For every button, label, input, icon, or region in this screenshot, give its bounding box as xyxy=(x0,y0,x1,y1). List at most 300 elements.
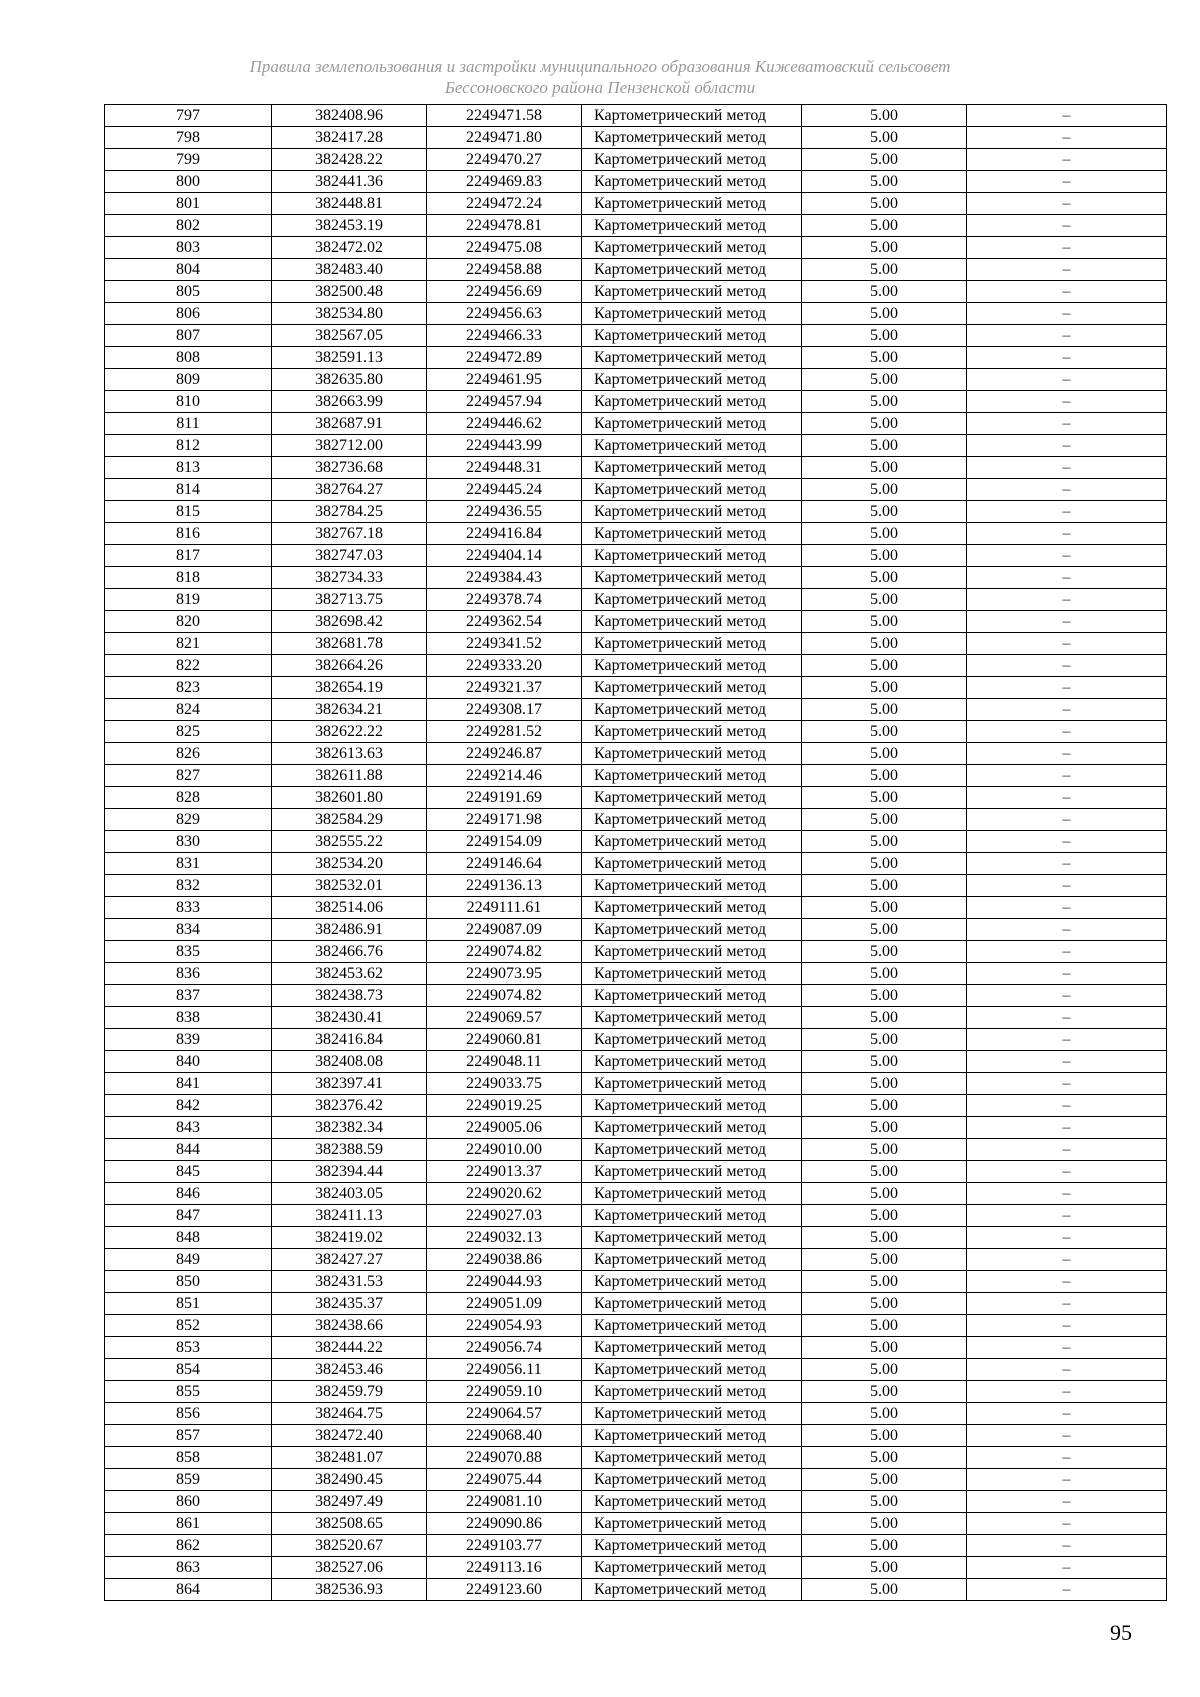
method-cell: Картометрический метод xyxy=(582,1139,802,1161)
description-cell: – xyxy=(967,1403,1167,1425)
point-number-cell: 854 xyxy=(105,1359,272,1381)
method-cell: Картометрический метод xyxy=(582,985,802,1007)
description-cell: – xyxy=(967,391,1167,413)
accuracy-cell: 5.00 xyxy=(802,523,967,545)
point-number-cell: 842 xyxy=(105,1095,272,1117)
y-coordinate-cell: 2249073.95 xyxy=(427,963,582,985)
table-row xyxy=(105,1447,1167,1469)
point-number-cell: 862 xyxy=(105,1535,272,1557)
table-row xyxy=(105,743,1167,765)
description-cell: – xyxy=(967,1469,1167,1491)
method-cell: Картометрический метод xyxy=(582,1117,802,1139)
description-cell: – xyxy=(967,1227,1167,1249)
x-coordinate-cell: 382472.02 xyxy=(272,237,427,259)
method-cell: Картометрический метод xyxy=(582,523,802,545)
description-cell: – xyxy=(967,677,1167,699)
description-cell: – xyxy=(967,1337,1167,1359)
y-coordinate-cell: 2249471.80 xyxy=(427,127,582,149)
point-number-cell: 819 xyxy=(105,589,272,611)
point-number-cell: 799 xyxy=(105,149,272,171)
table-row xyxy=(105,193,1167,215)
accuracy-cell: 5.00 xyxy=(802,677,967,699)
y-coordinate-cell: 2249020.62 xyxy=(427,1183,582,1205)
table-row xyxy=(105,1227,1167,1249)
point-number-cell: 858 xyxy=(105,1447,272,1469)
method-cell: Картометрический метод xyxy=(582,765,802,787)
method-cell: Картометрический метод xyxy=(582,1205,802,1227)
accuracy-cell: 5.00 xyxy=(802,325,967,347)
description-cell: – xyxy=(967,523,1167,545)
accuracy-cell: 5.00 xyxy=(802,897,967,919)
point-number-cell: 812 xyxy=(105,435,272,457)
description-cell: – xyxy=(967,919,1167,941)
method-cell: Картометрический метод xyxy=(582,215,802,237)
x-coordinate-cell: 382453.62 xyxy=(272,963,427,985)
method-cell: Картометрический метод xyxy=(582,347,802,369)
method-cell: Картометрический метод xyxy=(582,875,802,897)
accuracy-cell: 5.00 xyxy=(802,1557,967,1579)
x-coordinate-cell: 382584.29 xyxy=(272,809,427,831)
accuracy-cell: 5.00 xyxy=(802,1249,967,1271)
table-row xyxy=(105,105,1167,127)
point-number-cell: 834 xyxy=(105,919,272,941)
accuracy-cell: 5.00 xyxy=(802,501,967,523)
description-cell: – xyxy=(967,1447,1167,1469)
accuracy-cell: 5.00 xyxy=(802,1381,967,1403)
method-cell: Картометрический метод xyxy=(582,105,802,127)
y-coordinate-cell: 2249416.84 xyxy=(427,523,582,545)
x-coordinate-cell: 382411.13 xyxy=(272,1205,427,1227)
x-coordinate-cell: 382403.05 xyxy=(272,1183,427,1205)
x-coordinate-cell: 382534.80 xyxy=(272,303,427,325)
point-number-cell: 864 xyxy=(105,1579,272,1601)
accuracy-cell: 5.00 xyxy=(802,281,967,303)
x-coordinate-cell: 382453.19 xyxy=(272,215,427,237)
y-coordinate-cell: 2249281.52 xyxy=(427,721,582,743)
method-cell: Картометрический метод xyxy=(582,589,802,611)
y-coordinate-cell: 2249064.57 xyxy=(427,1403,582,1425)
point-number-cell: 804 xyxy=(105,259,272,281)
point-number-cell: 826 xyxy=(105,743,272,765)
x-coordinate-cell: 382376.42 xyxy=(272,1095,427,1117)
table-row xyxy=(105,413,1167,435)
method-cell: Картометрический метод xyxy=(582,479,802,501)
x-coordinate-cell: 382394.44 xyxy=(272,1161,427,1183)
method-cell: Картометрический метод xyxy=(582,655,802,677)
y-coordinate-cell: 2249010.00 xyxy=(427,1139,582,1161)
accuracy-cell: 5.00 xyxy=(802,699,967,721)
accuracy-cell: 5.00 xyxy=(802,941,967,963)
y-coordinate-cell: 2249321.37 xyxy=(427,677,582,699)
table-row xyxy=(105,699,1167,721)
method-cell: Картометрический метод xyxy=(582,809,802,831)
method-cell: Картометрический метод xyxy=(582,171,802,193)
x-coordinate-cell: 382532.01 xyxy=(272,875,427,897)
y-coordinate-cell: 2249056.74 xyxy=(427,1337,582,1359)
y-coordinate-cell: 2249445.24 xyxy=(427,479,582,501)
x-coordinate-cell: 382431.53 xyxy=(272,1271,427,1293)
method-cell: Картометрический метод xyxy=(582,1073,802,1095)
y-coordinate-cell: 2249074.82 xyxy=(427,985,582,1007)
table-row xyxy=(105,1557,1167,1579)
point-number-cell: 847 xyxy=(105,1205,272,1227)
y-coordinate-cell: 2249471.58 xyxy=(427,105,582,127)
y-coordinate-cell: 2249019.25 xyxy=(427,1095,582,1117)
method-cell: Картометрический метод xyxy=(582,1007,802,1029)
description-cell: – xyxy=(967,1579,1167,1601)
point-number-cell: 820 xyxy=(105,611,272,633)
x-coordinate-cell: 382555.22 xyxy=(272,831,427,853)
description-cell: – xyxy=(967,369,1167,391)
y-coordinate-cell: 2249090.86 xyxy=(427,1513,582,1535)
description-cell: – xyxy=(967,1557,1167,1579)
accuracy-cell: 5.00 xyxy=(802,1051,967,1073)
x-coordinate-cell: 382611.88 xyxy=(272,765,427,787)
point-number-cell: 823 xyxy=(105,677,272,699)
table-row xyxy=(105,435,1167,457)
y-coordinate-cell: 2249111.61 xyxy=(427,897,582,919)
table-row xyxy=(105,1073,1167,1095)
method-cell: Картометрический метод xyxy=(582,1447,802,1469)
method-cell: Картометрический метод xyxy=(582,1315,802,1337)
x-coordinate-cell: 382388.59 xyxy=(272,1139,427,1161)
method-cell: Картометрический метод xyxy=(582,897,802,919)
accuracy-cell: 5.00 xyxy=(802,1447,967,1469)
point-number-cell: 840 xyxy=(105,1051,272,1073)
point-number-cell: 861 xyxy=(105,1513,272,1535)
method-cell: Картометрический метод xyxy=(582,963,802,985)
accuracy-cell: 5.00 xyxy=(802,985,967,1007)
table-row xyxy=(105,369,1167,391)
accuracy-cell: 5.00 xyxy=(802,171,967,193)
description-cell: – xyxy=(967,105,1167,127)
method-cell: Картометрический метод xyxy=(582,1579,802,1601)
accuracy-cell: 5.00 xyxy=(802,545,967,567)
accuracy-cell: 5.00 xyxy=(802,479,967,501)
accuracy-cell: 5.00 xyxy=(802,1205,967,1227)
method-cell: Картометрический метод xyxy=(582,1535,802,1557)
description-cell: – xyxy=(967,1249,1167,1271)
table-row xyxy=(105,963,1167,985)
accuracy-cell: 5.00 xyxy=(802,1183,967,1205)
method-cell: Картометрический метод xyxy=(582,1293,802,1315)
method-cell: Картометрический метод xyxy=(582,699,802,721)
x-coordinate-cell: 382734.33 xyxy=(272,567,427,589)
table-row xyxy=(105,809,1167,831)
x-coordinate-cell: 382567.05 xyxy=(272,325,427,347)
accuracy-cell: 5.00 xyxy=(802,369,967,391)
x-coordinate-cell: 382764.27 xyxy=(272,479,427,501)
description-cell: – xyxy=(967,193,1167,215)
point-number-cell: 811 xyxy=(105,413,272,435)
point-number-cell: 857 xyxy=(105,1425,272,1447)
point-number-cell: 803 xyxy=(105,237,272,259)
point-number-cell: 809 xyxy=(105,369,272,391)
y-coordinate-cell: 2249456.69 xyxy=(427,281,582,303)
table-row xyxy=(105,985,1167,1007)
accuracy-cell: 5.00 xyxy=(802,1469,967,1491)
method-cell: Картометрический метод xyxy=(582,721,802,743)
description-cell: – xyxy=(967,259,1167,281)
point-number-cell: 828 xyxy=(105,787,272,809)
description-cell: – xyxy=(967,1117,1167,1139)
y-coordinate-cell: 2249081.10 xyxy=(427,1491,582,1513)
description-cell: – xyxy=(967,1381,1167,1403)
y-coordinate-cell: 2249068.40 xyxy=(427,1425,582,1447)
method-cell: Картометрический метод xyxy=(582,1029,802,1051)
accuracy-cell: 5.00 xyxy=(802,1337,967,1359)
table-row xyxy=(105,1007,1167,1029)
x-coordinate-cell: 382435.37 xyxy=(272,1293,427,1315)
x-coordinate-cell: 382430.41 xyxy=(272,1007,427,1029)
method-cell: Картометрический метод xyxy=(582,1337,802,1359)
point-number-cell: 805 xyxy=(105,281,272,303)
point-number-cell: 837 xyxy=(105,985,272,1007)
y-coordinate-cell: 2249458.88 xyxy=(427,259,582,281)
table-row xyxy=(105,523,1167,545)
accuracy-cell: 5.00 xyxy=(802,743,967,765)
description-cell: – xyxy=(967,963,1167,985)
table-row xyxy=(105,1293,1167,1315)
x-coordinate-cell: 382747.03 xyxy=(272,545,427,567)
page-number: 95 xyxy=(1110,1620,1132,1645)
description-cell: – xyxy=(967,1425,1167,1447)
coordinates-table-body xyxy=(105,105,1167,1601)
x-coordinate-cell: 382508.65 xyxy=(272,1513,427,1535)
point-number-cell: 824 xyxy=(105,699,272,721)
table-row xyxy=(105,897,1167,919)
point-number-cell: 815 xyxy=(105,501,272,523)
x-coordinate-cell: 382438.66 xyxy=(272,1315,427,1337)
accuracy-cell: 5.00 xyxy=(802,303,967,325)
x-coordinate-cell: 382698.42 xyxy=(272,611,427,633)
method-cell: Картометрический метод xyxy=(582,1359,802,1381)
y-coordinate-cell: 2249059.10 xyxy=(427,1381,582,1403)
table-row xyxy=(105,1205,1167,1227)
table-row xyxy=(105,1249,1167,1271)
point-number-cell: 810 xyxy=(105,391,272,413)
point-number-cell: 816 xyxy=(105,523,272,545)
point-number-cell: 853 xyxy=(105,1337,272,1359)
table-row xyxy=(105,875,1167,897)
accuracy-cell: 5.00 xyxy=(802,765,967,787)
table-row xyxy=(105,237,1167,259)
description-cell: – xyxy=(967,941,1167,963)
accuracy-cell: 5.00 xyxy=(802,721,967,743)
coordinates-table xyxy=(104,104,1167,1601)
accuracy-cell: 5.00 xyxy=(802,413,967,435)
point-number-cell: 863 xyxy=(105,1557,272,1579)
description-cell: – xyxy=(967,1535,1167,1557)
point-number-cell: 830 xyxy=(105,831,272,853)
description-cell: – xyxy=(967,1293,1167,1315)
point-number-cell: 838 xyxy=(105,1007,272,1029)
table-row xyxy=(105,1051,1167,1073)
x-coordinate-cell: 382622.22 xyxy=(272,721,427,743)
y-coordinate-cell: 2249033.75 xyxy=(427,1073,582,1095)
y-coordinate-cell: 2249469.83 xyxy=(427,171,582,193)
point-number-cell: 848 xyxy=(105,1227,272,1249)
x-coordinate-cell: 382416.84 xyxy=(272,1029,427,1051)
y-coordinate-cell: 2249074.82 xyxy=(427,941,582,963)
point-number-cell: 859 xyxy=(105,1469,272,1491)
table-row xyxy=(105,1491,1167,1513)
accuracy-cell: 5.00 xyxy=(802,1007,967,1029)
point-number-cell: 855 xyxy=(105,1381,272,1403)
y-coordinate-cell: 2249470.27 xyxy=(427,149,582,171)
method-cell: Картометрический метод xyxy=(582,193,802,215)
table-row xyxy=(105,721,1167,743)
method-cell: Картометрический метод xyxy=(582,545,802,567)
description-cell: – xyxy=(967,1271,1167,1293)
x-coordinate-cell: 382408.08 xyxy=(272,1051,427,1073)
point-number-cell: 807 xyxy=(105,325,272,347)
method-cell: Картометрический метод xyxy=(582,1403,802,1425)
x-coordinate-cell: 382681.78 xyxy=(272,633,427,655)
table-row xyxy=(105,347,1167,369)
accuracy-cell: 5.00 xyxy=(802,853,967,875)
method-cell: Картометрический метод xyxy=(582,391,802,413)
table-row xyxy=(105,677,1167,699)
accuracy-cell: 5.00 xyxy=(802,391,967,413)
point-number-cell: 806 xyxy=(105,303,272,325)
x-coordinate-cell: 382767.18 xyxy=(272,523,427,545)
description-cell: – xyxy=(967,1513,1167,1535)
accuracy-cell: 5.00 xyxy=(802,1029,967,1051)
accuracy-cell: 5.00 xyxy=(802,105,967,127)
y-coordinate-cell: 2249056.11 xyxy=(427,1359,582,1381)
accuracy-cell: 5.00 xyxy=(802,127,967,149)
point-number-cell: 813 xyxy=(105,457,272,479)
table-row xyxy=(105,1271,1167,1293)
point-number-cell: 831 xyxy=(105,853,272,875)
description-cell: – xyxy=(967,897,1167,919)
y-coordinate-cell: 2249472.89 xyxy=(427,347,582,369)
table-row xyxy=(105,1469,1167,1491)
accuracy-cell: 5.00 xyxy=(802,611,967,633)
table-row xyxy=(105,501,1167,523)
accuracy-cell: 5.00 xyxy=(802,237,967,259)
x-coordinate-cell: 382466.76 xyxy=(272,941,427,963)
table-row xyxy=(105,325,1167,347)
method-cell: Картометрический метод xyxy=(582,413,802,435)
x-coordinate-cell: 382534.20 xyxy=(272,853,427,875)
accuracy-cell: 5.00 xyxy=(802,963,967,985)
point-number-cell: 851 xyxy=(105,1293,272,1315)
accuracy-cell: 5.00 xyxy=(802,457,967,479)
point-number-cell: 832 xyxy=(105,875,272,897)
accuracy-cell: 5.00 xyxy=(802,1227,967,1249)
x-coordinate-cell: 382486.91 xyxy=(272,919,427,941)
accuracy-cell: 5.00 xyxy=(802,1161,967,1183)
method-cell: Картометрический метод xyxy=(582,237,802,259)
table-row xyxy=(105,259,1167,281)
description-cell: – xyxy=(967,633,1167,655)
y-coordinate-cell: 2249027.03 xyxy=(427,1205,582,1227)
description-cell: – xyxy=(967,1139,1167,1161)
table-row xyxy=(105,1337,1167,1359)
y-coordinate-cell: 2249154.09 xyxy=(427,831,582,853)
point-number-cell: 825 xyxy=(105,721,272,743)
method-cell: Картометрический метод xyxy=(582,501,802,523)
x-coordinate-cell: 382601.80 xyxy=(272,787,427,809)
method-cell: Картометрический метод xyxy=(582,1469,802,1491)
x-coordinate-cell: 382497.49 xyxy=(272,1491,427,1513)
description-cell: – xyxy=(967,809,1167,831)
table-row xyxy=(105,545,1167,567)
description-cell: – xyxy=(967,1491,1167,1513)
point-number-cell: 818 xyxy=(105,567,272,589)
description-cell: – xyxy=(967,985,1167,1007)
point-number-cell: 852 xyxy=(105,1315,272,1337)
point-number-cell: 849 xyxy=(105,1249,272,1271)
point-number-cell: 833 xyxy=(105,897,272,919)
point-number-cell: 827 xyxy=(105,765,272,787)
method-cell: Картометрический метод xyxy=(582,941,802,963)
x-coordinate-cell: 382408.96 xyxy=(272,105,427,127)
table-row xyxy=(105,633,1167,655)
accuracy-cell: 5.00 xyxy=(802,1271,967,1293)
accuracy-cell: 5.00 xyxy=(802,1117,967,1139)
table-row xyxy=(105,1117,1167,1139)
point-number-cell: 821 xyxy=(105,633,272,655)
accuracy-cell: 5.00 xyxy=(802,1315,967,1337)
table-row xyxy=(105,1513,1167,1535)
table-row xyxy=(105,1161,1167,1183)
x-coordinate-cell: 382536.93 xyxy=(272,1579,427,1601)
table-row xyxy=(105,853,1167,875)
table-row xyxy=(105,1315,1167,1337)
y-coordinate-cell: 2249446.62 xyxy=(427,413,582,435)
point-number-cell: 802 xyxy=(105,215,272,237)
point-number-cell: 841 xyxy=(105,1073,272,1095)
table-row xyxy=(105,611,1167,633)
description-cell: – xyxy=(967,501,1167,523)
accuracy-cell: 5.00 xyxy=(802,149,967,171)
y-coordinate-cell: 2249146.64 xyxy=(427,853,582,875)
method-cell: Картометрический метод xyxy=(582,149,802,171)
description-cell: – xyxy=(967,853,1167,875)
page-header xyxy=(0,56,1200,98)
point-number-cell: 844 xyxy=(105,1139,272,1161)
method-cell: Картометрический метод xyxy=(582,1381,802,1403)
x-coordinate-cell: 382453.46 xyxy=(272,1359,427,1381)
description-cell: – xyxy=(967,611,1167,633)
x-coordinate-cell: 382687.91 xyxy=(272,413,427,435)
description-cell: – xyxy=(967,215,1167,237)
table-row xyxy=(105,1535,1167,1557)
description-cell: – xyxy=(967,347,1167,369)
description-cell: – xyxy=(967,875,1167,897)
y-coordinate-cell: 2249461.95 xyxy=(427,369,582,391)
accuracy-cell: 5.00 xyxy=(802,1403,967,1425)
description-cell: – xyxy=(967,171,1167,193)
table-row xyxy=(105,1381,1167,1403)
point-number-cell: 829 xyxy=(105,809,272,831)
accuracy-cell: 5.00 xyxy=(802,1095,967,1117)
y-coordinate-cell: 2249246.87 xyxy=(427,743,582,765)
description-cell: – xyxy=(967,479,1167,501)
method-cell: Картометрический метод xyxy=(582,303,802,325)
description-cell: – xyxy=(967,545,1167,567)
x-coordinate-cell: 382784.25 xyxy=(272,501,427,523)
y-coordinate-cell: 2249456.63 xyxy=(427,303,582,325)
description-cell: – xyxy=(967,1315,1167,1337)
table-row xyxy=(105,171,1167,193)
method-cell: Картометрический метод xyxy=(582,1491,802,1513)
table-row xyxy=(105,149,1167,171)
y-coordinate-cell: 2249472.24 xyxy=(427,193,582,215)
